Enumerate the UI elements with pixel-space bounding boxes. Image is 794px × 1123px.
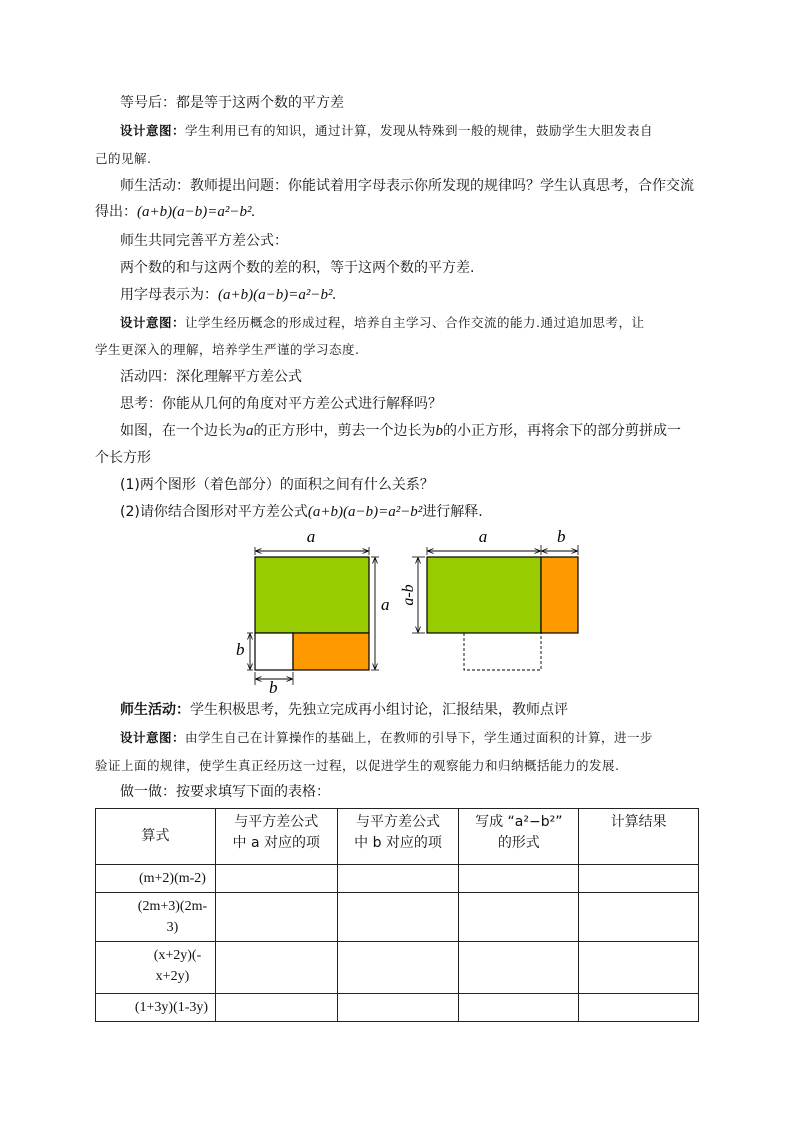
text-line: 己的见解. (95, 151, 152, 166)
table-row (96, 865, 699, 893)
answer-cell[interactable] (337, 942, 459, 994)
geometry-figure (225, 525, 595, 695)
text-line: 验证上面的规律，使学生真正经历这一过程，以促进学生的观察能力和归纳概括能力的发展. (95, 758, 620, 773)
answer-cell[interactable] (579, 865, 699, 893)
answer-cell[interactable] (459, 893, 579, 942)
left-orange-rect (293, 633, 369, 670)
question-1: (1)两个图形（着色部分）的面积之间有什么关系？ (120, 477, 434, 493)
left-bottom-label-b: b (269, 678, 278, 695)
right-top-label-a: a (478, 527, 488, 546)
text-line: 学生更深入的理解，培养学生严谨的学习态度. (95, 342, 360, 357)
text-line: 如图，在一个边长为a的正方形中，剪去一个边长为b的小正方形，再将余下的部分剪拼成一 (120, 423, 681, 439)
answer-cell[interactable] (215, 893, 337, 942)
expression-cell: (2m+3)(2m- 3) (96, 893, 216, 942)
header-b-term: 与平方差公式 中 b 对应的项 (337, 809, 459, 865)
right-top-label-b: b (557, 527, 566, 546)
question-2: (2)请你结合图形对平方差公式(a+b)(a−b)=a²−b²进行解释. (120, 504, 483, 520)
answer-cell[interactable] (459, 865, 579, 893)
table-row (96, 994, 699, 1022)
design-intent-1: 设计意图：学生利用已有的知识，通过计算，发现从特殊到一般的规律，鼓励学生大胆发表自 (120, 123, 654, 138)
answer-cell[interactable] (459, 994, 579, 1022)
right-green-rect (427, 557, 541, 633)
right-side-label-ab: a-b (400, 584, 417, 606)
header-result: 计算结果 (579, 809, 699, 865)
header-form: 写成 “a²−b²” 的形式 (459, 809, 579, 865)
left-side-label-b: b (236, 640, 245, 659)
table-row (96, 942, 699, 994)
left-white-square (255, 633, 293, 670)
answer-cell[interactable] (337, 893, 459, 942)
header-expression: 算式 (96, 809, 216, 865)
text-line: 得出：(a+b)(a−b)=a²−b². (95, 204, 256, 220)
text-line: 用字母表示为：(a+b)(a−b)=a²−b². (120, 287, 337, 303)
formula-statement: 两个数的和与这两个数的差的积，等于这两个数的平方差. (120, 260, 475, 276)
teacher-student-activity-1: 师生活动：教师提出问题：你能试着用字母表示你所发现的规律吗？学生认真思考，合作交流 (120, 178, 694, 194)
right-dashed-rect (464, 633, 541, 670)
design-intent-2: 设计意图：让学生经历概念的形成过程，培养自主学习、合作交流的能力.通过追加思考，让 (120, 315, 645, 330)
text-line: 个长方形 (95, 450, 151, 466)
answer-cell[interactable] (459, 942, 579, 994)
right-orange-rect (541, 557, 578, 633)
expression-cell: (x+2y)(- x+2y) (96, 942, 216, 994)
left-green-rect (255, 557, 369, 633)
activity-heading: 活动四：深化理解平方差公式 (120, 369, 302, 385)
answer-cell[interactable] (337, 865, 459, 893)
table-row (96, 893, 699, 942)
answer-cell[interactable] (579, 994, 699, 1022)
text-line: 思考：你能从几何的角度对平方差公式进行解释吗？ (120, 396, 442, 412)
fill-in-table (95, 808, 699, 1022)
header-a-term: 与平方差公式 中 a 对应的项 (215, 809, 337, 865)
answer-cell[interactable] (337, 994, 459, 1022)
text-line: 师生共同完善平方差公式： (120, 233, 288, 249)
left-top-label-a: a (306, 527, 316, 546)
expression-cell: (m+2)(m-2) (96, 865, 216, 893)
answer-cell[interactable] (579, 893, 699, 942)
table-header-row (96, 809, 699, 865)
exercise-heading: 做一做：按要求填写下面的表格： (120, 784, 330, 800)
design-intent-3: 设计意图：由学生自己在计算操作的基础上，在教师的引导下，学生通过面积的计算，进一步 (120, 730, 654, 745)
answer-cell[interactable] (579, 942, 699, 994)
teacher-student-activity-2: 师生活动：学生积极思考，先独立完成再小组讨论，汇报结果，教师点评 (120, 702, 568, 718)
text-line: 等号后：都是等于这两个数的平方差 (120, 95, 344, 111)
answer-cell[interactable] (215, 942, 337, 994)
left-side-label-a: a (381, 595, 390, 614)
answer-cell[interactable] (215, 865, 337, 893)
expression-cell: (1+3y)(1-3y) (96, 994, 216, 1022)
answer-cell[interactable] (215, 994, 337, 1022)
